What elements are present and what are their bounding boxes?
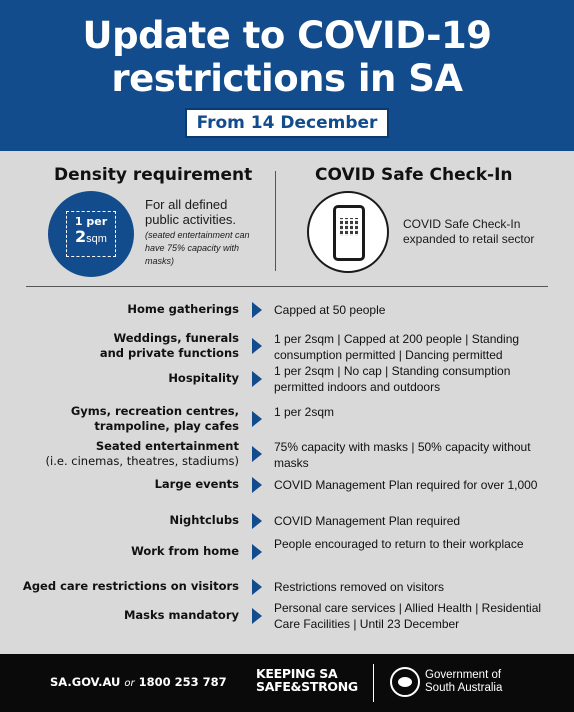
title-line-1: Update to COVID-19 [82,14,492,57]
checkin-heading: COVID Safe Check-In [315,165,513,185]
restriction-value: Restrictions removed on visitors [274,580,445,594]
slogan-line-2: SAFE&STRONG [256,679,358,694]
restriction-label-line: Work from home [131,544,239,558]
restriction-label [124,608,239,623]
restriction-label-line: and private functions [99,346,239,360]
restriction-label-line: Aged care restrictions on visitors [22,579,239,593]
restriction-label [100,331,239,361]
density-square-icon [66,211,116,257]
arrow-right-icon [252,411,262,427]
restriction-value: 1 per 2sqm | No cap | Standing consumption permitted indoors and outdoors [274,364,511,394]
restriction-label [169,513,239,528]
density-badge [48,191,134,277]
restriction-label-line: Weddings, funerals [113,331,239,345]
restriction-value: Personal care services | Allied Health | Residential Care Facilities | Until 23 December [274,601,542,631]
arrow-right-icon [252,513,262,529]
gov-line-1: Government of [425,669,502,681]
footer [0,654,574,712]
footer-divider [373,664,374,702]
restriction-label [71,404,239,434]
phone-qr-icon [307,191,389,273]
restriction-value: COVID Management Plan required [274,514,461,528]
arrow-right-icon [252,579,262,595]
footer-or: or [124,678,135,689]
slogan-line-1: KEEPING SA [256,666,338,681]
header-banner [0,0,574,151]
restriction-value: 1 per 2sqm | Capped at 200 people | Standing consumption permitted | Dancing permitted [274,332,520,362]
arrow-right-icon [252,544,262,560]
restriction-label [23,579,239,594]
page-title [0,0,574,100]
footer-contact [50,675,227,689]
title-line-2: restrictions in SA [111,57,463,100]
density-badge-unit: sqm [86,233,107,245]
arrow-right-icon [252,608,262,624]
restriction-label-sub: (i.e. cinemas, theatres, stadiums) [45,454,239,468]
content-panel [0,151,574,654]
restriction-value: 75% capacity with masks | 50% capacity without masks [274,440,531,470]
column-divider [275,171,276,271]
footer-phone: 1800 253 787 [138,675,227,689]
footer-website-link[interactable]: SA.GOV.AU [50,675,121,689]
arrow-right-icon [252,302,262,318]
density-description: For all defined public activities. [145,197,237,227]
density-badge-line2 [67,229,115,247]
restriction-label-line: Home gatherings [127,302,239,316]
slogan-logo [256,667,358,693]
checkin-description: COVID Safe Check-In expanded to retail sector [403,217,535,246]
restriction-label [155,477,239,492]
government-logo-text [425,669,502,695]
restriction-label [127,302,239,317]
density-badge-line1: 1 per [74,215,108,228]
arrow-right-icon [252,371,262,387]
restriction-label-line: Large events [154,477,239,491]
restriction-label-line: Gyms, recreation centres, [70,404,239,418]
restriction-label-line: Seated entertainment [95,439,239,453]
restriction-label-line: Masks mandatory [123,608,239,622]
effective-date-badge: From 14 December [185,108,390,138]
restriction-value: 1 per 2sqm [274,405,335,419]
restriction-label [168,371,239,386]
restriction-label [46,439,239,469]
restriction-value: People encouraged to return to their workplace [274,537,524,551]
arrow-right-icon [252,477,262,493]
phone-icon [333,205,365,261]
restriction-value: COVID Management Plan required for over 1,000 [274,478,538,492]
gov-line-2: South Australia [425,682,503,694]
restriction-label-line: trampoline, play cafes [94,419,239,433]
density-heading: Density requirement [54,165,253,185]
density-badge-number: 2 [75,227,87,246]
restriction-value: Capped at 50 people [274,303,386,317]
density-note: (seated entertainment can have 75% capacity with masks) [145,230,250,266]
section-divider [26,286,548,287]
restriction-label [131,544,239,559]
restriction-label-line: Nightclubs [169,513,239,527]
restriction-label-line: Hospitality [168,371,239,385]
arrow-right-icon [252,338,262,354]
arrow-right-icon [252,446,262,462]
government-seal-icon [390,667,420,697]
